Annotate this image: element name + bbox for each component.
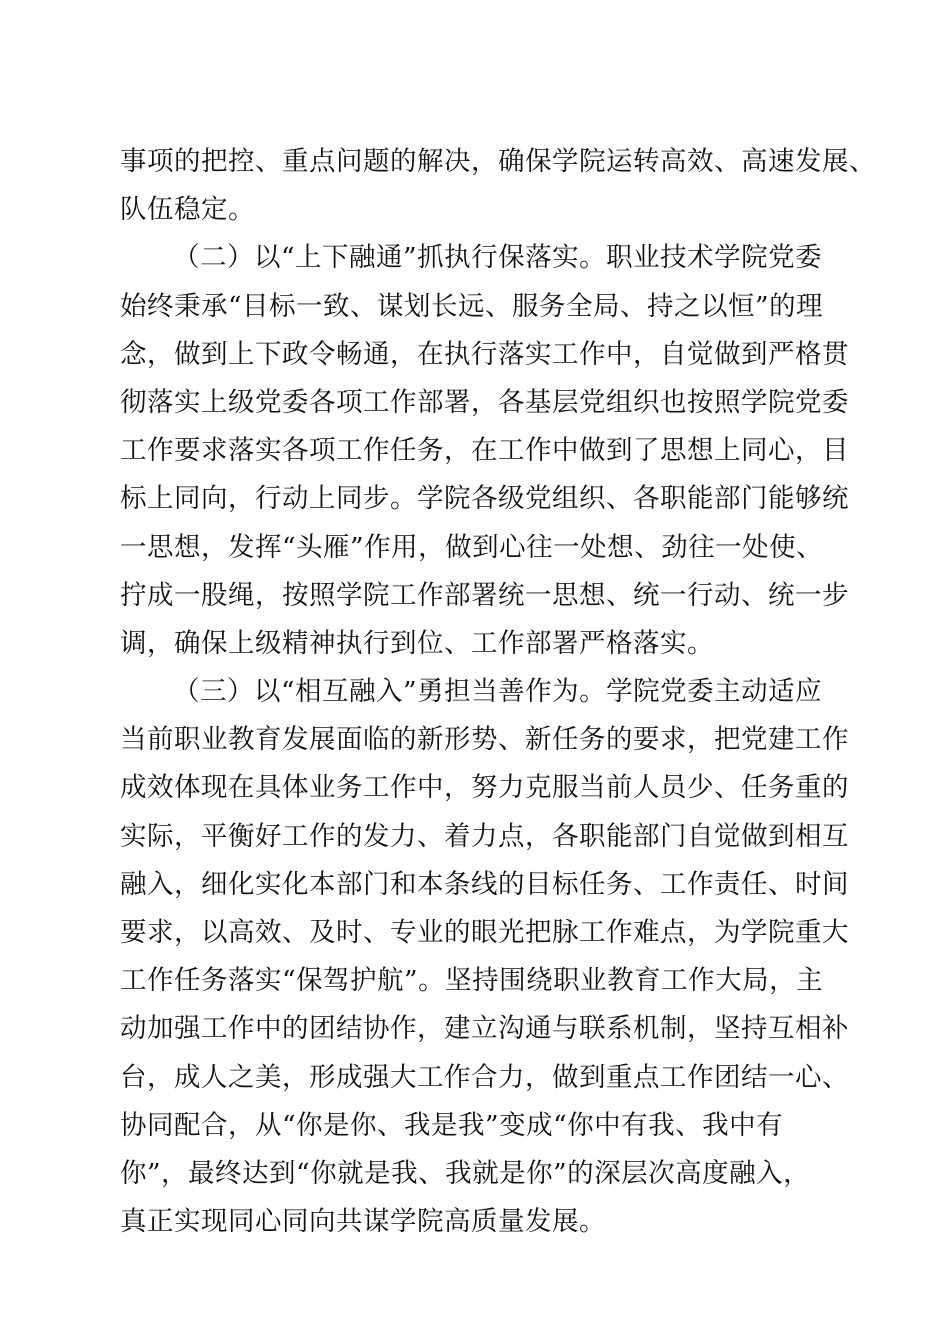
text-line: 工作任务落实“保驾护航”。坚持围绕职业教育工作大局，主 [120, 965, 824, 997]
text-line: 一思想，发挥“头雁”作用，做到心往一处想、劲往一处使、 [120, 531, 824, 563]
text-line: 真正实现同心同向共谋学院高质量发展。 [120, 1206, 606, 1238]
text-line: 拧成一股绳，按照学院工作部署统一思想、统一行动、统一步 [120, 579, 849, 611]
text-line: 标上同向，行动上同步。学院各级党组织、各职能部门能够统 [120, 483, 849, 515]
text-line: 队伍稳定。 [120, 194, 255, 226]
text-line: 成效体现在具体业务工作中，努力克服当前人员少、任务重的 [120, 772, 849, 804]
body-text [120, 138, 876, 1246]
text-line: 你”，最终达到“你就是我、我就是你”的深层次高度融入， [120, 1157, 811, 1189]
text-line: 动加强工作中的团结协作，建立沟通与联系机制，坚持互相补 [120, 1013, 849, 1045]
text-line: 协同配合，从“你是你、我是我”变成“你中有我、我中有 [120, 1109, 784, 1141]
text-line: 当前职业教育发展面临的新形势、新任务的要求，把党建工作 [120, 724, 849, 756]
section-heading-line: （二）以“上下融通”抓执行保落实。职业技术学院党委 [173, 242, 823, 274]
text-line: 台，成人之美，形成强大工作合力，做到重点工作团结一心、 [120, 1061, 849, 1093]
text-line: 调，确保上级精神执行到位、工作部署严格落实。 [120, 627, 714, 659]
text-line: 事项的把控、重点问题的解决，确保学院运转高效、高速发展、 [120, 146, 876, 177]
text-line: 融入，细化实化本部门和本条线的目标任务、工作责任、时间 [120, 868, 849, 900]
section-heading-line: （三）以“相互融入”勇担当善作为。学院党委主动适应 [173, 676, 823, 708]
text-line: 彻落实上级党委各项工作部署，各基层党组织也按照学院党委 [120, 386, 849, 418]
text-line: 工作要求落实各项工作任务，在工作中做到了思想上同心，目 [120, 435, 849, 467]
text-line: 始终秉承“目标一致、谋划长远、服务全局、持之以恒”的理 [120, 290, 824, 322]
text-line: 实际，平衡好工作的发力、着力点，各职能部门自觉做到相互 [120, 820, 849, 852]
text-line: 念，做到上下政令畅通，在执行落实工作中，自觉做到严格贯 [120, 338, 849, 370]
text-line: 要求，以高效、及时、专业的眼光把脉工作难点，为学院重大 [120, 917, 849, 948]
